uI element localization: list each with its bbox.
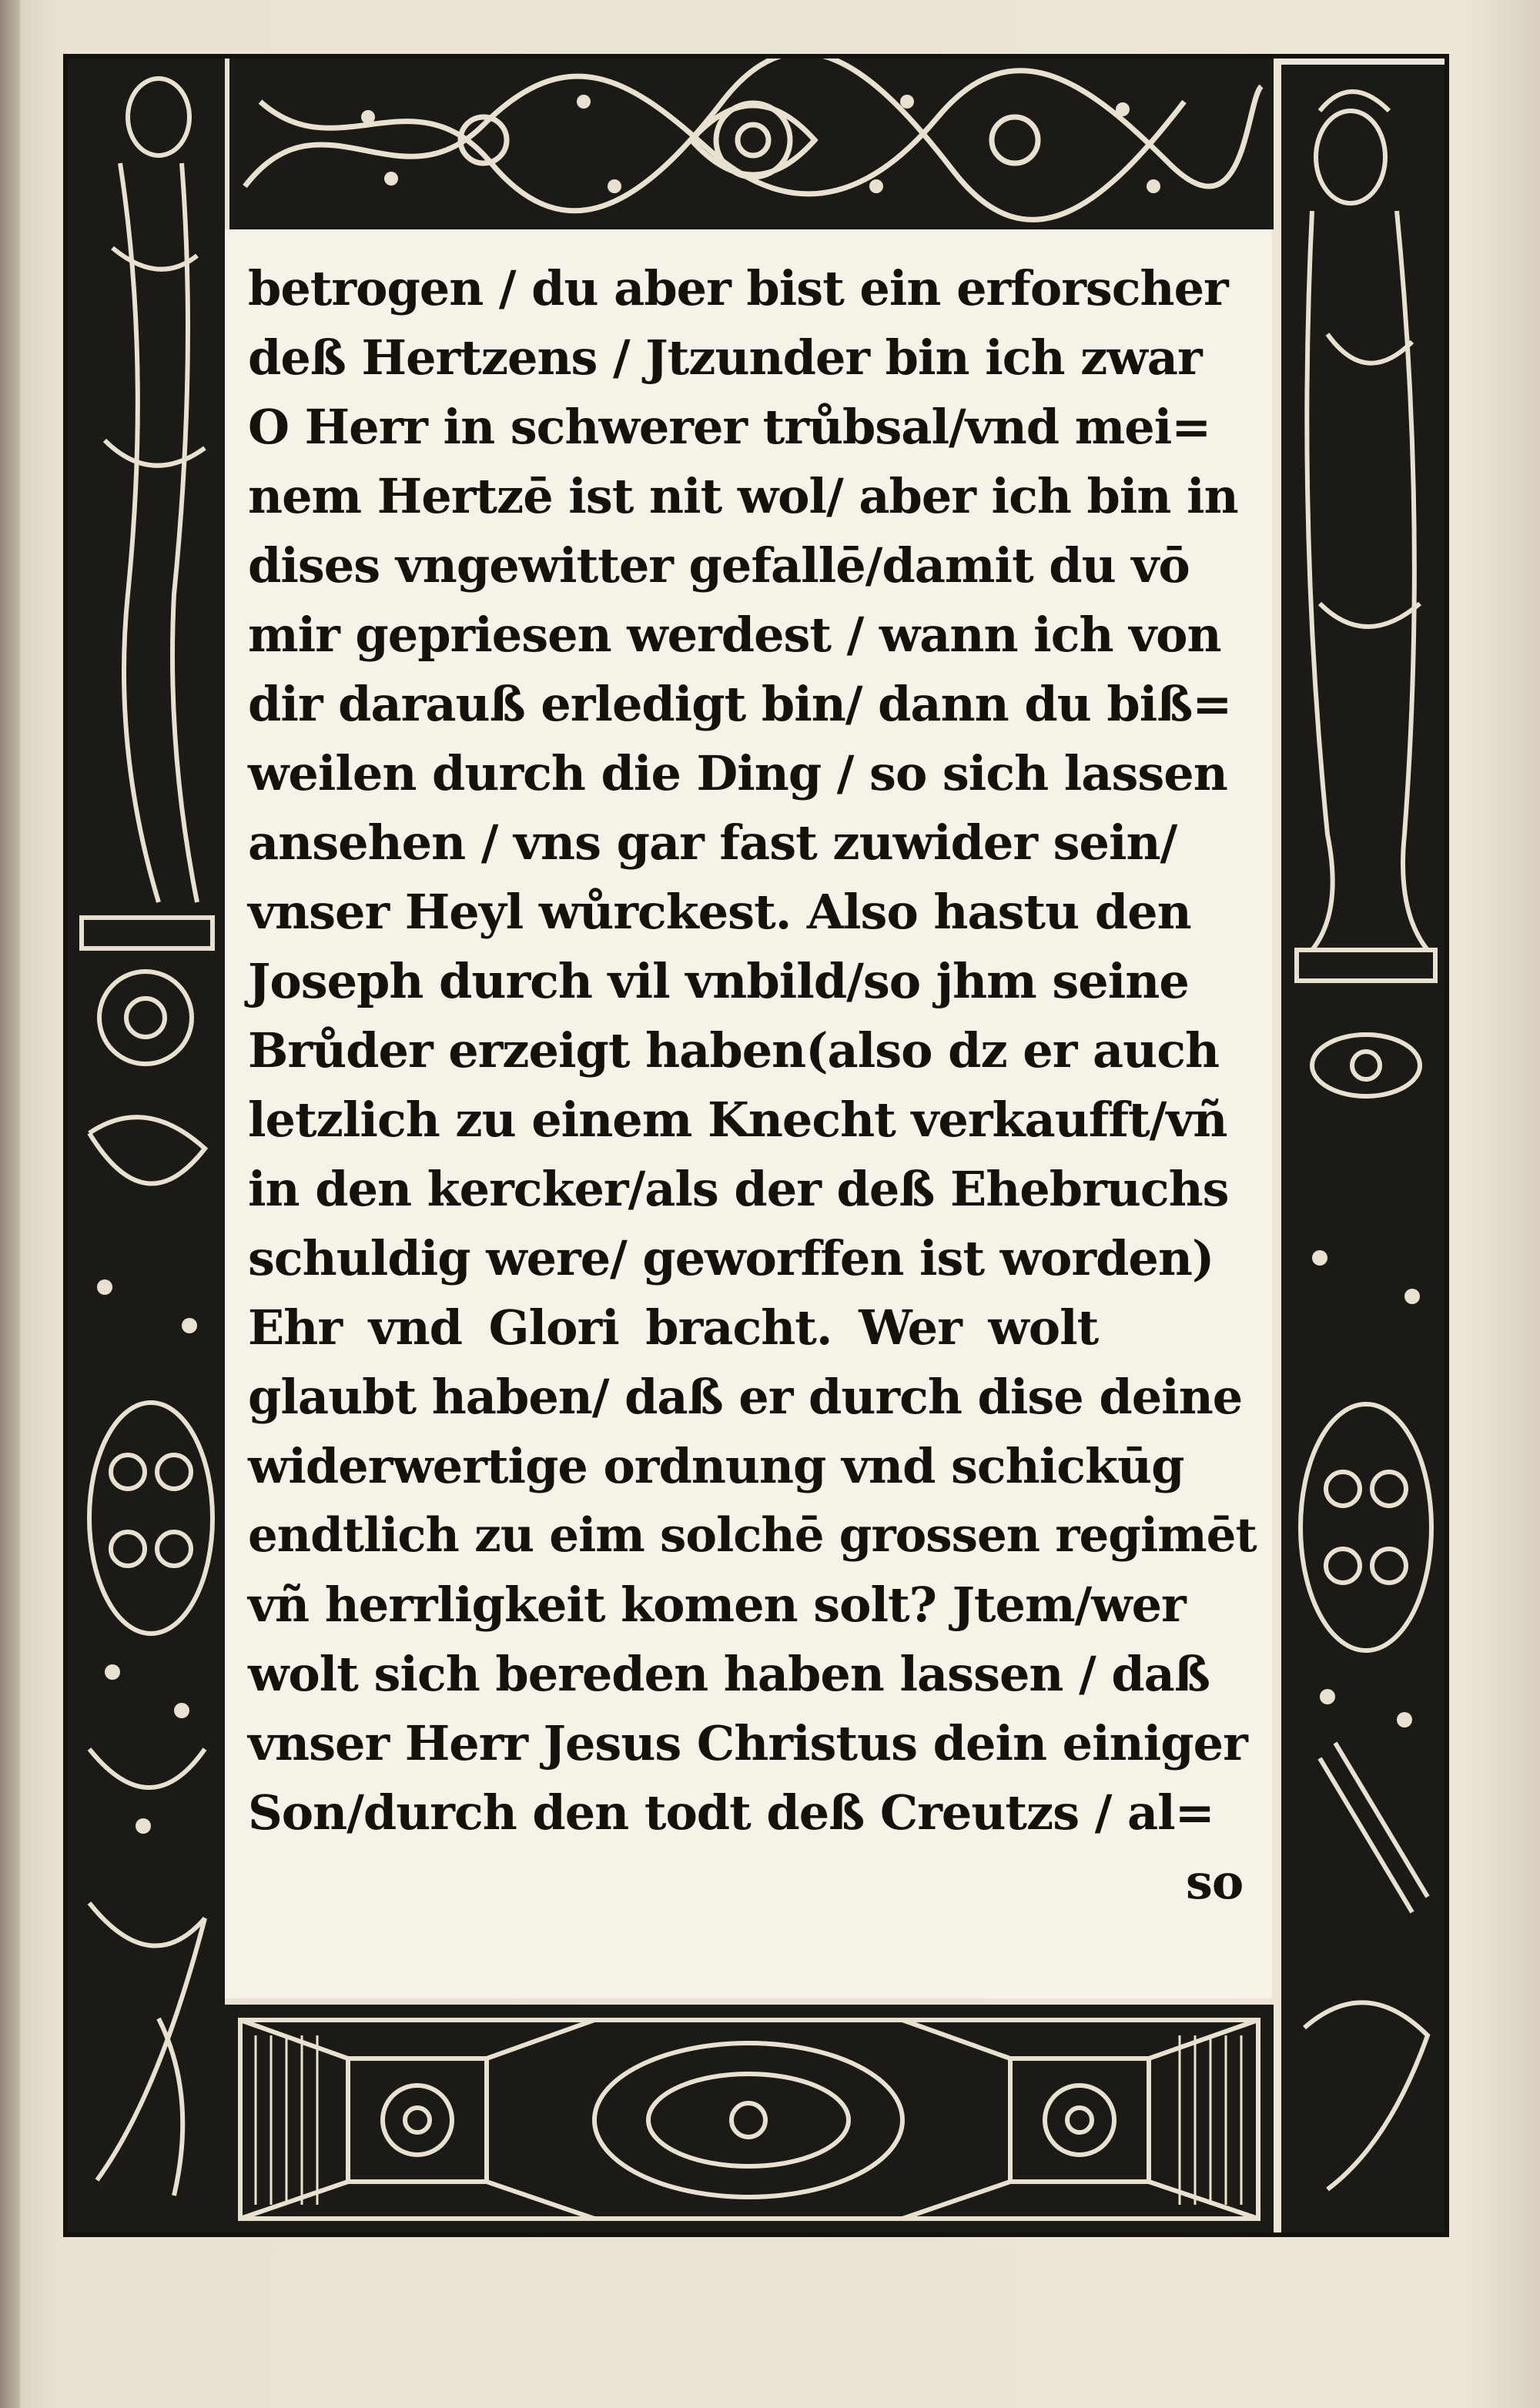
- text-line: betrogen / du aber bist ein erforscher: [248, 260, 1228, 316]
- text-line: endtlich zu eim solchē grossen regimēt: [248, 1508, 1257, 1563]
- text-line: letzlich zu einem Knecht verkaufft/vñ: [248, 1092, 1227, 1148]
- text-line: ansehen / vns gar fast zuwider sein/: [248, 814, 1177, 871]
- text-line: Brůder erzeigt haben(also dz er auch: [248, 1022, 1220, 1079]
- text-line: weilen durch die Ding / so sich lassen: [248, 745, 1227, 801]
- text-line: glaubt haben/ daß er durch dise deine: [248, 1369, 1243, 1425]
- text-line: widerwertige ordnung vnd schickūg: [248, 1438, 1184, 1494]
- book-spine: [0, 0, 20, 2408]
- text-line: Joseph durch vil vnbild/so jhm seine: [248, 953, 1189, 1009]
- text-line: O Herr in schwerer trůbsal/vnd mei=: [248, 399, 1211, 455]
- text-line: deß Hertzens / Jtzunder bin ich zwar: [248, 329, 1202, 386]
- text-line: Son/durch den todt deß Creutzs / al=: [248, 1784, 1214, 1841]
- text-line: dir darauß erledigt bin/ dann du biß=: [248, 676, 1232, 732]
- text-line: vnser Heyl wůrckest. Also hastu den: [248, 884, 1191, 940]
- text-line: vñ herrligkeit komen solt? Jtem/wer: [248, 1577, 1186, 1633]
- text-line: wolt sich bereden haben lassen / daß: [248, 1646, 1210, 1702]
- text-line: mir gepriesen werdest / wann ich von: [248, 607, 1221, 663]
- text-line: schuldig were/ geworffen ist worden): [248, 1230, 1214, 1286]
- text-line: in den kercker/als der deß Ehebruchs: [248, 1161, 1229, 1217]
- text-line: dises vngewitter gefallē/damit du vō: [248, 537, 1190, 594]
- text-line: vnser Herr Jesus Christus dein einiger: [248, 1715, 1247, 1771]
- text-line: Ehr vnd Glori bracht. Wer wolt: [248, 1299, 1099, 1356]
- text-line: so: [1186, 1854, 1244, 1910]
- text-line: nem Hertzē ist nit wol/ aber ich bin in: [248, 468, 1238, 524]
